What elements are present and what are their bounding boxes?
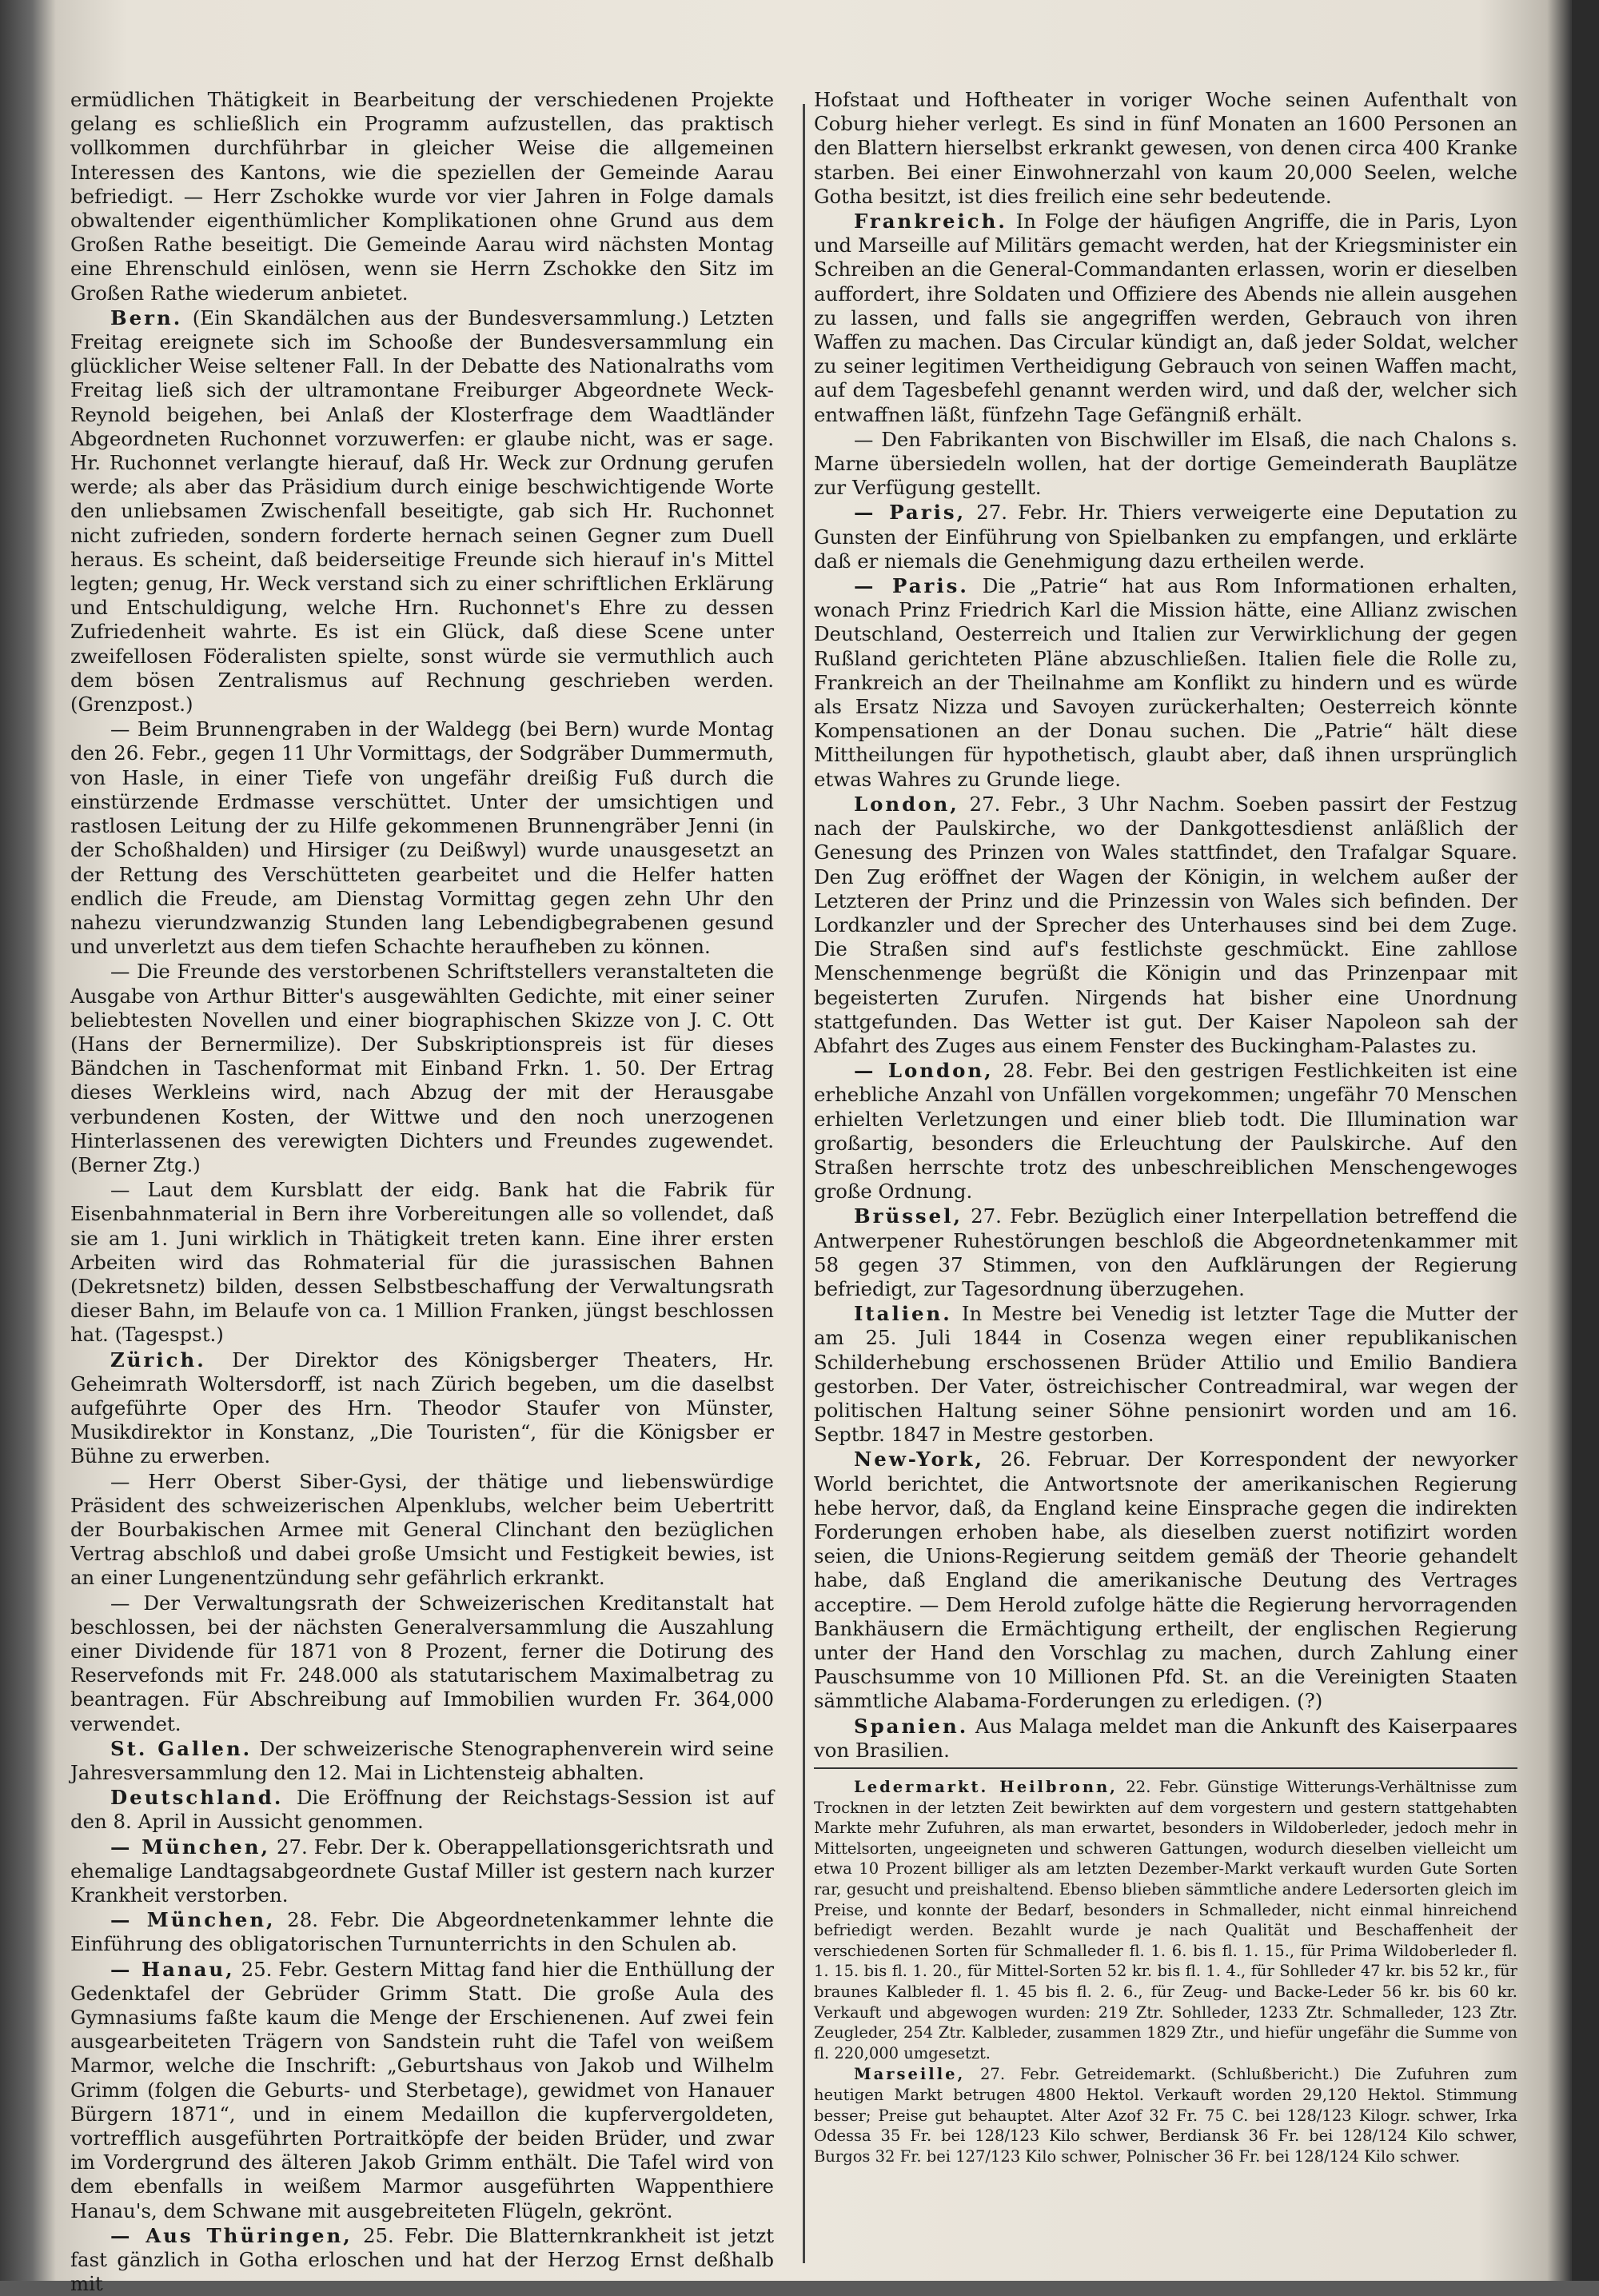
article-kursblatt (70, 1178, 774, 1347)
article-london-2 (814, 1059, 1517, 1204)
article-zuerich-text: Der Direktor des Königsberger Theaters, Hr. Geheimrath Woltersdorff, ist nach Zürich begeben, um die daselbst aufgeführte Oper des Hrn. Theodor Staufer von Münster, Musikdirektor in Konstanz, „Die Touristen“, für die Königsber er Bühne zu erwerben. (70, 1348, 774, 1468)
dateline-paris-1: — Paris, (854, 501, 967, 525)
dateline-zuerich: Zürich. (110, 1348, 206, 1372)
article-newyork (814, 1447, 1517, 1713)
dateline-frankreich: Frankreich. (854, 210, 1007, 234)
article-london-1 (814, 793, 1517, 1058)
article-frankreich-text: In Folge der häufigen Angriffe, die in Paris, Lyon und Marseille auf Militärs gemacht werden, hat der Kriegsminister ein Schreiben an die General-Commandanten erlassen, worin er dieselben auffordert, ihre Soldaten und Offiziere des Abends nie allein ausgehen zu lassen, und falls sie angegriffen werden, Gebrauch von ihren Waffen zu machen. Das Circular kündigt an, daß jeder Soldat, welcher zu seiner legitimen Vertheidigung Gebrauch von seinen Waffen macht, auf dem Tagesbefehl genannt werden wird, und daß der, welcher sich entwaffnen läßt, fünfzehn Tage Gefängniß erhält. (814, 210, 1517, 426)
article-hanau-text: 25. Febr. Gestern Mittag fand hier die Enthüllung der Gedenktafel der Gebrüder Grimm Statt. Die große Aula des Gymnasiums faßte kaum die Menge der Erschienenen. Auf zwei fein ausgearbeiteten Trägern von Sandstein ruht die Tafel von weißem Marmor, welche die Inschrift: „Geburtshaus von Jakob und Wilhelm Grimm (folgen die Geburts- und Sterbetage), gewidmet von Hanauer Bürgern 1871“, und in einem Medaillon die kupfervergoldeten, vortrefflich ausgeführten Portraitköpfe der beiden Brüder, und zwar im Vordergrund des älteren Jakob Grimm enthält. Die Tafel wird von dem ebenfalls in weißem Marmor ausgeführten Wappenthiere Hanau's, dem Schwane mit ausgebreiteten Flügeln, gekrönt. (70, 1957, 774, 2222)
article-kursblatt-text: — Laut dem Kursblatt der eidg. Bank hat die Fabrik für Eisenbahnmaterial in Bern ihre Vorbereitungen alle so vollendet, daß sie am 1. Juni wirklich in Thätigkeit treten kann. Eine ihrer ersten Arbeiten wird das Rohmaterial für die jurassischen Bahnen (Dekretsnetz) bilden, dessen Selbstbeschaffung der Verwaltungsrath dieser Bahn, im Belaufe von ca. 1 Million Franken, jüngst beschlossen hat. (70, 1178, 774, 1347)
article-bitter-text: — Die Freunde des verstorbenen Schriftstellers veranstalteten die Ausgabe von Arthur Bitter's ausgewählten Gedichte, mit einer seiner beliebtesten Novellen und einer biographischen Skizze von J. C. Ott (Hans der Bernermilize). Der Subskriptionspreis ist für dieses Bändchen in Taschenformat mit Einband Frkn. 1. 50. Der Ertrag dieses Werkleins wird, nach Abzug der mit der Herausgabe verbundenen Kosten, der Wittwe und den noch unerzogenen Hinterlassenen des verewigten Dichters und Freundes zugewendet. (70, 960, 774, 1152)
article-hanau (70, 1958, 774, 2223)
dateline-italien: Italien. (854, 1302, 952, 1326)
article-stgallen (70, 1737, 774, 1785)
dateline-thueringen: — Aus Thüringen, (110, 2223, 353, 2247)
dateline-marseille: Marseille, (854, 2065, 966, 2084)
dateline-muenchen-1: — München, (110, 1835, 270, 1859)
article-gotha-continuation: Hofstaat und Hoftheater in voriger Woche seinen Aufenthalt von Coburg hieher verlegt. Es sind in fünf Monaten an 1600 Personen an den Blattern hierselbst erkrankt gewesen, von denen circa 400 Kranke starben. Bei einer Einwohnerzahl von kaum 20,000 Seelen, welche Gotha besitzt, ist dies freilich eine sehr bedeutende. (814, 88, 1517, 208)
binding-shadow (1572, 0, 1599, 2281)
dateline-newyork: New-York, (854, 1447, 985, 1471)
dateline-stgallen: St. Gallen. (110, 1736, 253, 1760)
source-tagespst: (Tagespst.) (114, 1323, 224, 1347)
article-muenchen-2 (70, 1908, 774, 1956)
right-column (814, 88, 1517, 2263)
dateline-bruessel: Brüssel, (854, 1204, 963, 1228)
dateline-hanau: — Hanau, (110, 1957, 235, 1981)
column-divider (803, 104, 805, 2263)
article-bruessel (814, 1204, 1517, 1301)
section-divider (814, 1767, 1517, 1769)
article-deutschland-text: Die Eröffnung der Reichstags-Session ist auf den 8. April in Aussicht genommen. (70, 1786, 774, 1834)
article-muenchen-2-text: 28. Febr. Die Abgeordnetenkammer lehnte die Einführung des obligatorischen Turnunterrichts in den Schulen ab. (70, 1908, 774, 1956)
dateline-ledermarkt: Ledermarkt. Heilbronn, (854, 1778, 1118, 1797)
article-paris-2 (814, 574, 1517, 792)
report-marseille (814, 2064, 1517, 2166)
article-deutschland (70, 1786, 774, 1834)
article-newyork-text: 26. Februar. Der Korrespondent der newyorker World berichtet, die Antwortsnote der amerikanischen Regierung hebe hervor, daß, da England keine Einsprache gegen die indirekten Forderungen erhoben habe, als dieselben zuerst notifizirt worden seien, die Unions-Regierung seitdem gemäß der Theorie gehandelt habe, daß England die amerikanische Deutung des Vertrages acceptire. — Dem Herold zufolge hätte die Regierung hervorragenden Bankhäusern die Ermächtigung ertheilt, der englischen Regierung unter der Hand den Vorschlag zu machen, durch Zahlung einer Pauschsumme von 10 Millionen Pfd. St. an die Vereinigten Staaten sämmtliche Alabama-Forderungen zu erledigen. (?) (814, 1447, 1517, 1713)
article-siber: — Herr Oberst Siber-Gysi, der thätige und liebenswürdige Präsident des schweizerischen Alpenklubs, welcher beim Uebertritt der Bourbakischen Armee mit General Clinchant den bezüglichen Vertrag abschloß und dabei große Umsicht und Festigkeit bewies, ist an einer Lungenentzündung sehr gefährlich erkrankt. (70, 1469, 774, 1590)
article-muenchen-1-text: 27. Febr. Der k. Oberappellationsgerichtsrath und ehemalige Landtagsabgeordnete Gustaf Miller ist gestern nach kurzer Krankheit verstorben. (70, 1835, 774, 1907)
source-berner-ztg: (Berner Ztg.) (70, 1152, 201, 1176)
article-bern (70, 306, 774, 717)
report-ledermarkt (814, 1777, 1517, 2063)
dateline-paris-2: — Paris. (854, 574, 969, 598)
article-london-1-text: 27. Febr., 3 Uhr Nachm. Soeben passirt der Festzug nach der Paulskirche, wo der Dankgottesdienst anläßlich der Genesung des Prinzen von Wales stattfindet, den Trafalgar Square. Den Zug eröffnet der Wagen der Königin, in welchem außer der Letzteren der Prinz und die Prinzessin von Wales sich befinden. Der Lordkanzler und der Sprecher des Unterhauses sind bei dem Zuge. Die Straßen sind auf's festlichste geschmückt. Eine zahllose Menschenmenge begrüßt die Königin und das Prinzenpaar mit begeisterten Zurufen. Nirgends hat bisher eine Unordnung stattgefunden. Das Wetter ist gut. Der Kaiser Napoleon sah der Abfahrt des Zuges aus einem Fenster des Buckingham-Palastes zu. (814, 792, 1517, 1057)
article-kreditanstalt: — Der Verwaltungsrath der Schweizerischen Kreditanstalt hat beschlossen, bei der nächsten Generalversammlung die Auszahlung einer Dividende für 1871 von 8 Prozent, ferner die Dotirung des Reservefonds mit Fr. 248.000 als statutarischem Maximalbetrag zu beantragen. Für Abschreibung auf Immobilien wurden Fr. 364,000 verwendet. (70, 1591, 774, 1735)
article-paris-1 (814, 501, 1517, 573)
left-column (70, 88, 775, 2296)
article-bischwiller: — Den Fabrikanten von Bischwiller im Elsaß, die nach Chalons s. Marne übersiedeln wollen, hat der dortige Gemeinderath Bauplätze zur Verfügung gestellt. (814, 427, 1517, 500)
newspaper-page (56, 88, 1559, 2296)
article-london-2-text: 28. Febr. Bei den gestrigen Festlichkeiten ist eine erhebliche Anzahl von Unfällen vorgekommen; ungefähr 70 Menschen erhielten Verletzungen und einer blieb todt. Die Illumination war großartig, besonders die Erleuchtung der Paulskirche. Auf den Straßen herrschte trotz des unbeschreiblichen Menschengewoges große Ordnung. (814, 1059, 1517, 1204)
article-muenchen-1 (70, 1835, 774, 1908)
article-bern-text: (Ein Skandälchen aus der Bundesversammlung.) Letzten Freitag ereignete sich im Schooße der Bundesversammlung ein glücklicher Weise seltener Fall. In der Debatte des Nationalraths vom Freitag ließ sich der ultramontane Freiburger Abgeordnete Weck-Reynold beigehen, bei Anlaß der Klosterfrage dem Waadtländer Abgeordneten Ruchonnet vorzuwerfen: er glaube nicht, was er sage. Hr. Ruchonnet verlangte hierauf, daß Hr. Weck zur Ordnung gerufen werde; als aber das Präsidium durch einige beschwichtigende Worte den unliebsamen Zwischenfall beseitigte, gab sich Hr. Ruchonnet nicht zufrieden, sondern forderte hernach seinen Gegner zum Duell heraus. Es scheint, daß beiderseitige Freunde sich hierauf in's Mittel legten; genug, Hr. Weck verstand sich zu einer schriftlichen Erklärung und Entschuldigung, welche Hrn. Ruchonnet's Ehre zu dessen Zufriedenheit wahrte. Es ist ein Glück, daß diese Scene unter zweifellosen Föderalisten spielte, sonst würde sie vermuthlich auch dem bösen Zentralismus auf Rechnung geschrieben werden. (70, 305, 774, 692)
article-brunnengraben: — Beim Brunnengraben in der Waldegg (bei Bern) wurde Montag den 26. Febr., gegen 11 Uhr Vormittags, der Sodgräber Dummermuth, von Hasle, in einer Tiefe von ungefähr dreißig Fuß durch die einstürzende Erdmasse verschüttet. Unter der umsichtigen und rastlosen Leitung der zu Hilfe gekommenen Brunnengräber Jenni (in der Schoßhalden) und Hirsiger (zu Deißwyl) wurde unausgesetzt an der Rettung des Verschütteten gearbeitet und die Helfer hatten endlich die Freude, am Dienstag Vormittag gegen zehn Uhr den nahezu vierundzwanzig Stunden lang Lebendigbegrabenen gesund und unverletzt aus dem tiefen Schachte heraufheben zu können. (70, 717, 774, 959)
article-italien (814, 1302, 1517, 1447)
article-italien-text: In Mestre bei Venedig ist letzter Tage die Mutter der am 25. Juli 1844 in Cosenza wegen einer republikanischen Schilderhebung erschossenen Brüder Attilio und Emilio Bandiera gestorben. Der Vater, östreichischer Contreadmiral, war wegen der politischen Haltung seiner Söhne pensionirt worden und am 16. Septbr. 1847 in Mestre gestorben. (814, 1302, 1517, 1447)
article-bruessel-text: 27. Febr. Bezüglich einer Interpellation betreffend die Antwerpener Ruhestörungen beschloß die Abgeordnetenkammer mit 58 gegen 37 Stimmen, von den Aufklärungen der Regierung befriedigt, zur Tagesordnung überzugehen. (814, 1204, 1517, 1300)
report-ledermarkt-text: 22. Febr. Günstige Witterungs-Verhältnisse zum Trocknen in der letzten Zeit bewirkten auf dem vorgestern und gestern stattgehabten Markte mehr Zufuhren, als man erwartet, besonders in Wildoberleder, jedoch mehr in Mittelsorten, ungeeigneten und schweren Gattungen, wodurch dieselben vielleicht um etwa 10 Prozent billiger als am letzten Dezember-Markt verkauft wurden Gute Sorten rar, gesucht und preishaltend. Ebenso blieben sämmtliche andere Ledersorten gleich im Preise, und konnte der Bedarf, besonders in Schmalleder, nicht einmal hinreichend befriedigt werden. Bezahlt wurde je nach Qualität und Beschaffenheit der verschiedenen Sorten für Schmalleder fl. 1. 6. bis fl. 1. 15., für Prima Wildoberleder fl. 1. 15. bis fl. 1. 20., für Mittel-Sorten 52 kr. bis fl. 1. 4., für Sohlleder 47 kr. bis 52 kr., für braunes Kalbleder fl. 1. 45 bis fl. 2. 6., für Zeug- und Backe-Leder 56 kr. bis 60 kr. Verkauft und abgewogen wurden: 219 Ztr. Sohlleder, 1233 Ztr. Schmalleder, 123 Ztr. Zeugleder, 254 Ztr. Kalbleder, zusammen 1829 Ztr., und hiefür ungefähr die Summe von fl. 220,000 umgesetzt. (814, 1778, 1517, 2062)
article-paris-1-text: 27. Febr. Hr. Thiers verweigerte eine Deputation zu Gunsten der Einführung von Spielbanken zu empfangen, und erklärte daß er niemals die Genehmigung dazu ertheilen werde. (814, 501, 1517, 573)
article-thueringen (70, 2224, 774, 2296)
source-grenzpost: (Grenzpost.) (70, 693, 193, 717)
dateline-london-2: — London, (854, 1059, 994, 1083)
report-marseille-text: 27. Febr. Getreidemarkt. (Schlußbericht.) Die Zufuhren zum heutigen Markt betrugen 4800 Hektol. Verkauft worden 29,120 Hektol. Stimmung besser; Preise gut behauptet. Alter Azof 32 Fr. 75 C. bei 128/123 Kilogr. schwer, Irka Odessa 35 Fr. bei 128/123 Kilo schwer, Berdiansk 36 Fr. bei 128/124 Kilo schwer, Burgos 32 Fr. bei 127/123 Kilo schwer, Polnischer 36 Fr. bei 128/124 Kilo schwer. (814, 2065, 1517, 2166)
article-continuation: ermüdlichen Thätigkeit in Bearbeitung der verschiedenen Projekte gelang es schließlich ein Programm aufzustellen, das praktisch vollkommen durchführbar in gleicher Weise die allgemeinen Interessen des Kantons, wie die speziellen der Gemeinde Aarau befriedigt. — Herr Zschokke wurde vor vier Jahren in Folge damals obwaltender eigenthümlicher Komplikationen ohne Grund aus dem Großen Rathe beseitigt. Die Gemeinde Aarau wird nächsten Montag eine Ehrenschuld einlösen, wenn sie Herrn Zschokke den Sitz im Großen Rathe wiederum anbietet. (70, 88, 774, 305)
article-paris-2-text: Die „Patrie“ hat aus Rom Informationen erhalten, wonach Prinz Friedrich Karl die Mission hätte, eine Allianz zwischen Deutschland, Oesterreich und Italien zur Verwirklichung der gegen Rußland gerichteten Pläne abzuschließen. Italien fiele die Rolle zu, Frankreich an der Theilnahme am Konflikt zu hindern und es würde als Ersatz Nizza und Savoyen zurückerhalten; Oesterreich könnte Kompensationen an der Donau suchen. Die „Patrie“ hält diese Mittheilungen für hypothetisch, glaubt aber, daß ihnen ursprünglich etwas Wahres zu Grunde liege. (814, 574, 1517, 791)
article-spanien (814, 1715, 1517, 1763)
dateline-deutschland: Deutschland. (110, 1786, 284, 1810)
dateline-london-1: London, (854, 792, 959, 816)
market-reports (814, 1777, 1517, 2166)
article-stgallen-text: Der schweizerische Stenographenverein wird seine Jahresversammlung den 12. Mai in Lichtensteig abhalten. (70, 1736, 774, 1785)
article-spanien-text: Aus Malaga meldet man die Ankunft des Kaiserpaares von Brasilien. (814, 1714, 1517, 1762)
article-bitter (70, 960, 774, 1177)
dateline-muenchen-2: — München, (110, 1908, 276, 1932)
article-thueringen-text: 25. Febr. Die Blatternkrankheit ist jetzt fast gänzlich in Gotha erloschen und hat der Herzog Ernst deßhalb mit (70, 2223, 775, 2296)
dateline-spanien: Spanien. (854, 1714, 969, 1738)
article-frankreich (814, 210, 1517, 427)
dateline-bern: Bern. (110, 305, 183, 329)
article-zuerich (70, 1348, 774, 1469)
